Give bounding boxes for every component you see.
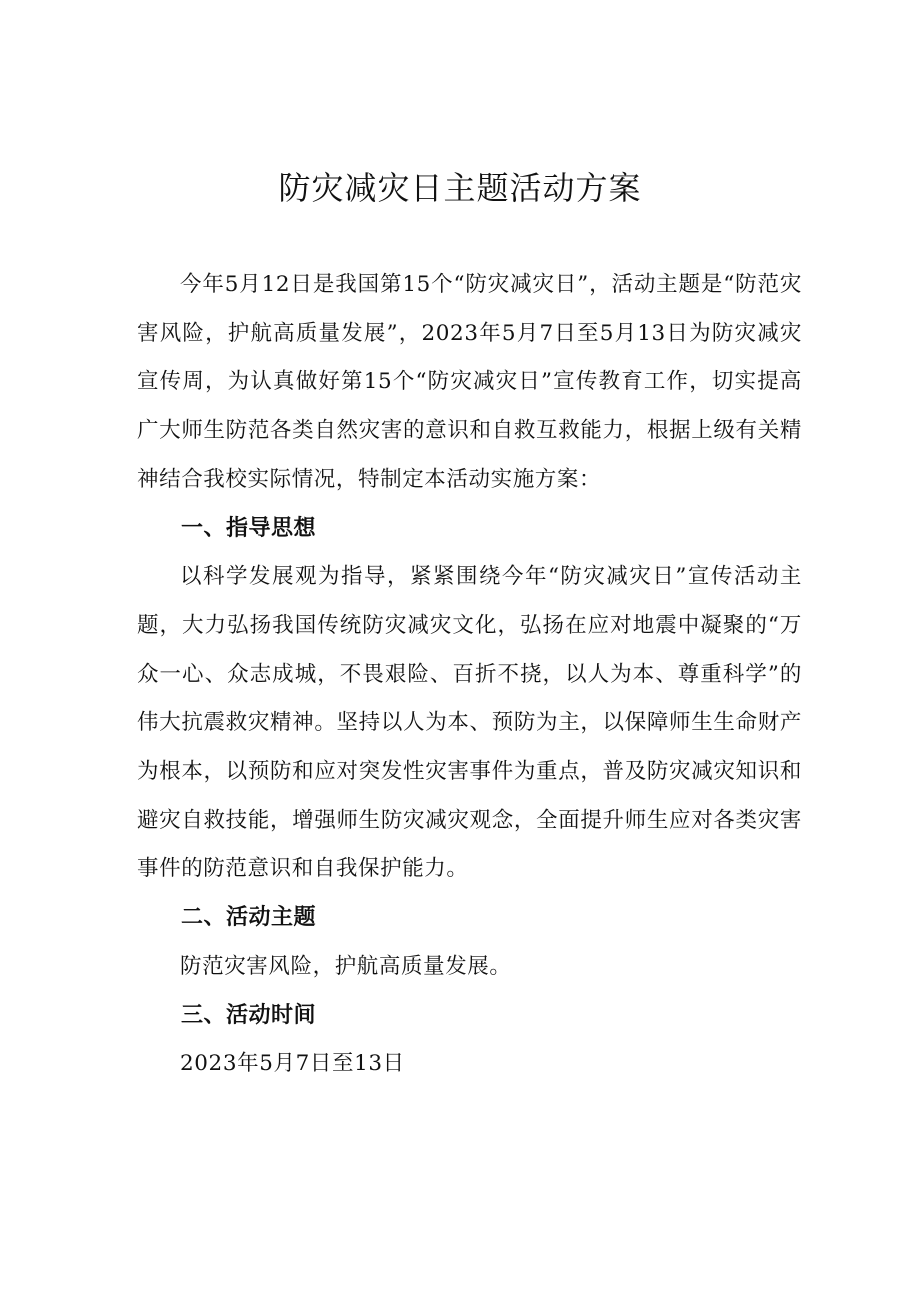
section-body-activity-theme: 防范灾害风险，护航高质量发展。	[180, 953, 512, 979]
document-title: 防灾减灾日主题活动方案	[278, 169, 642, 207]
section-heading-activity-theme: 二、活动主题	[181, 905, 317, 931]
section-heading-guiding-ideology: 一、指导思想	[181, 515, 317, 541]
section-body-activity-time: 2023年5月7日至13日	[180, 1051, 405, 1077]
section-heading-activity-time: 三、活动时间	[181, 1002, 317, 1028]
document-body	[137, 261, 802, 1089]
section-body-guiding-ideology: 以科学发展观为指导，紧紧围绕今年“防灾减灾日”宣传活动主题，大力弘扬我国传统防灾减灾文化，弘扬在应对地震中凝聚的“万众一心、众志成城，不畏艰险、百折不挠，以人为本、尊重科学”的伟大抗震救灾精神。坚持以人为本、预防为主，以保障师生生命财产为根本，以预防和应对突发性灾害事件为重点，普及防灾减灾知识和避灾自救技能，增强师生防灾减灾观念，全面提升师生应对各类灾害事件的防范意识和自我保护能力。	[137, 564, 802, 882]
intro-paragraph: 今年5月12日是我国第15个“防灾减灾日”，活动主题是“防范灾害风险，护航高质量发展”，2023年5月7日至5月13日为防灾减灾宣传周，为认真做好第15个“防灾减灾日”宣传教育工作，切实提高广大师生防范各类自然灾害的意识和自救互救能力，根据上级有关精神结合我校实际情况，特制定本活动实施方案：	[137, 272, 802, 492]
